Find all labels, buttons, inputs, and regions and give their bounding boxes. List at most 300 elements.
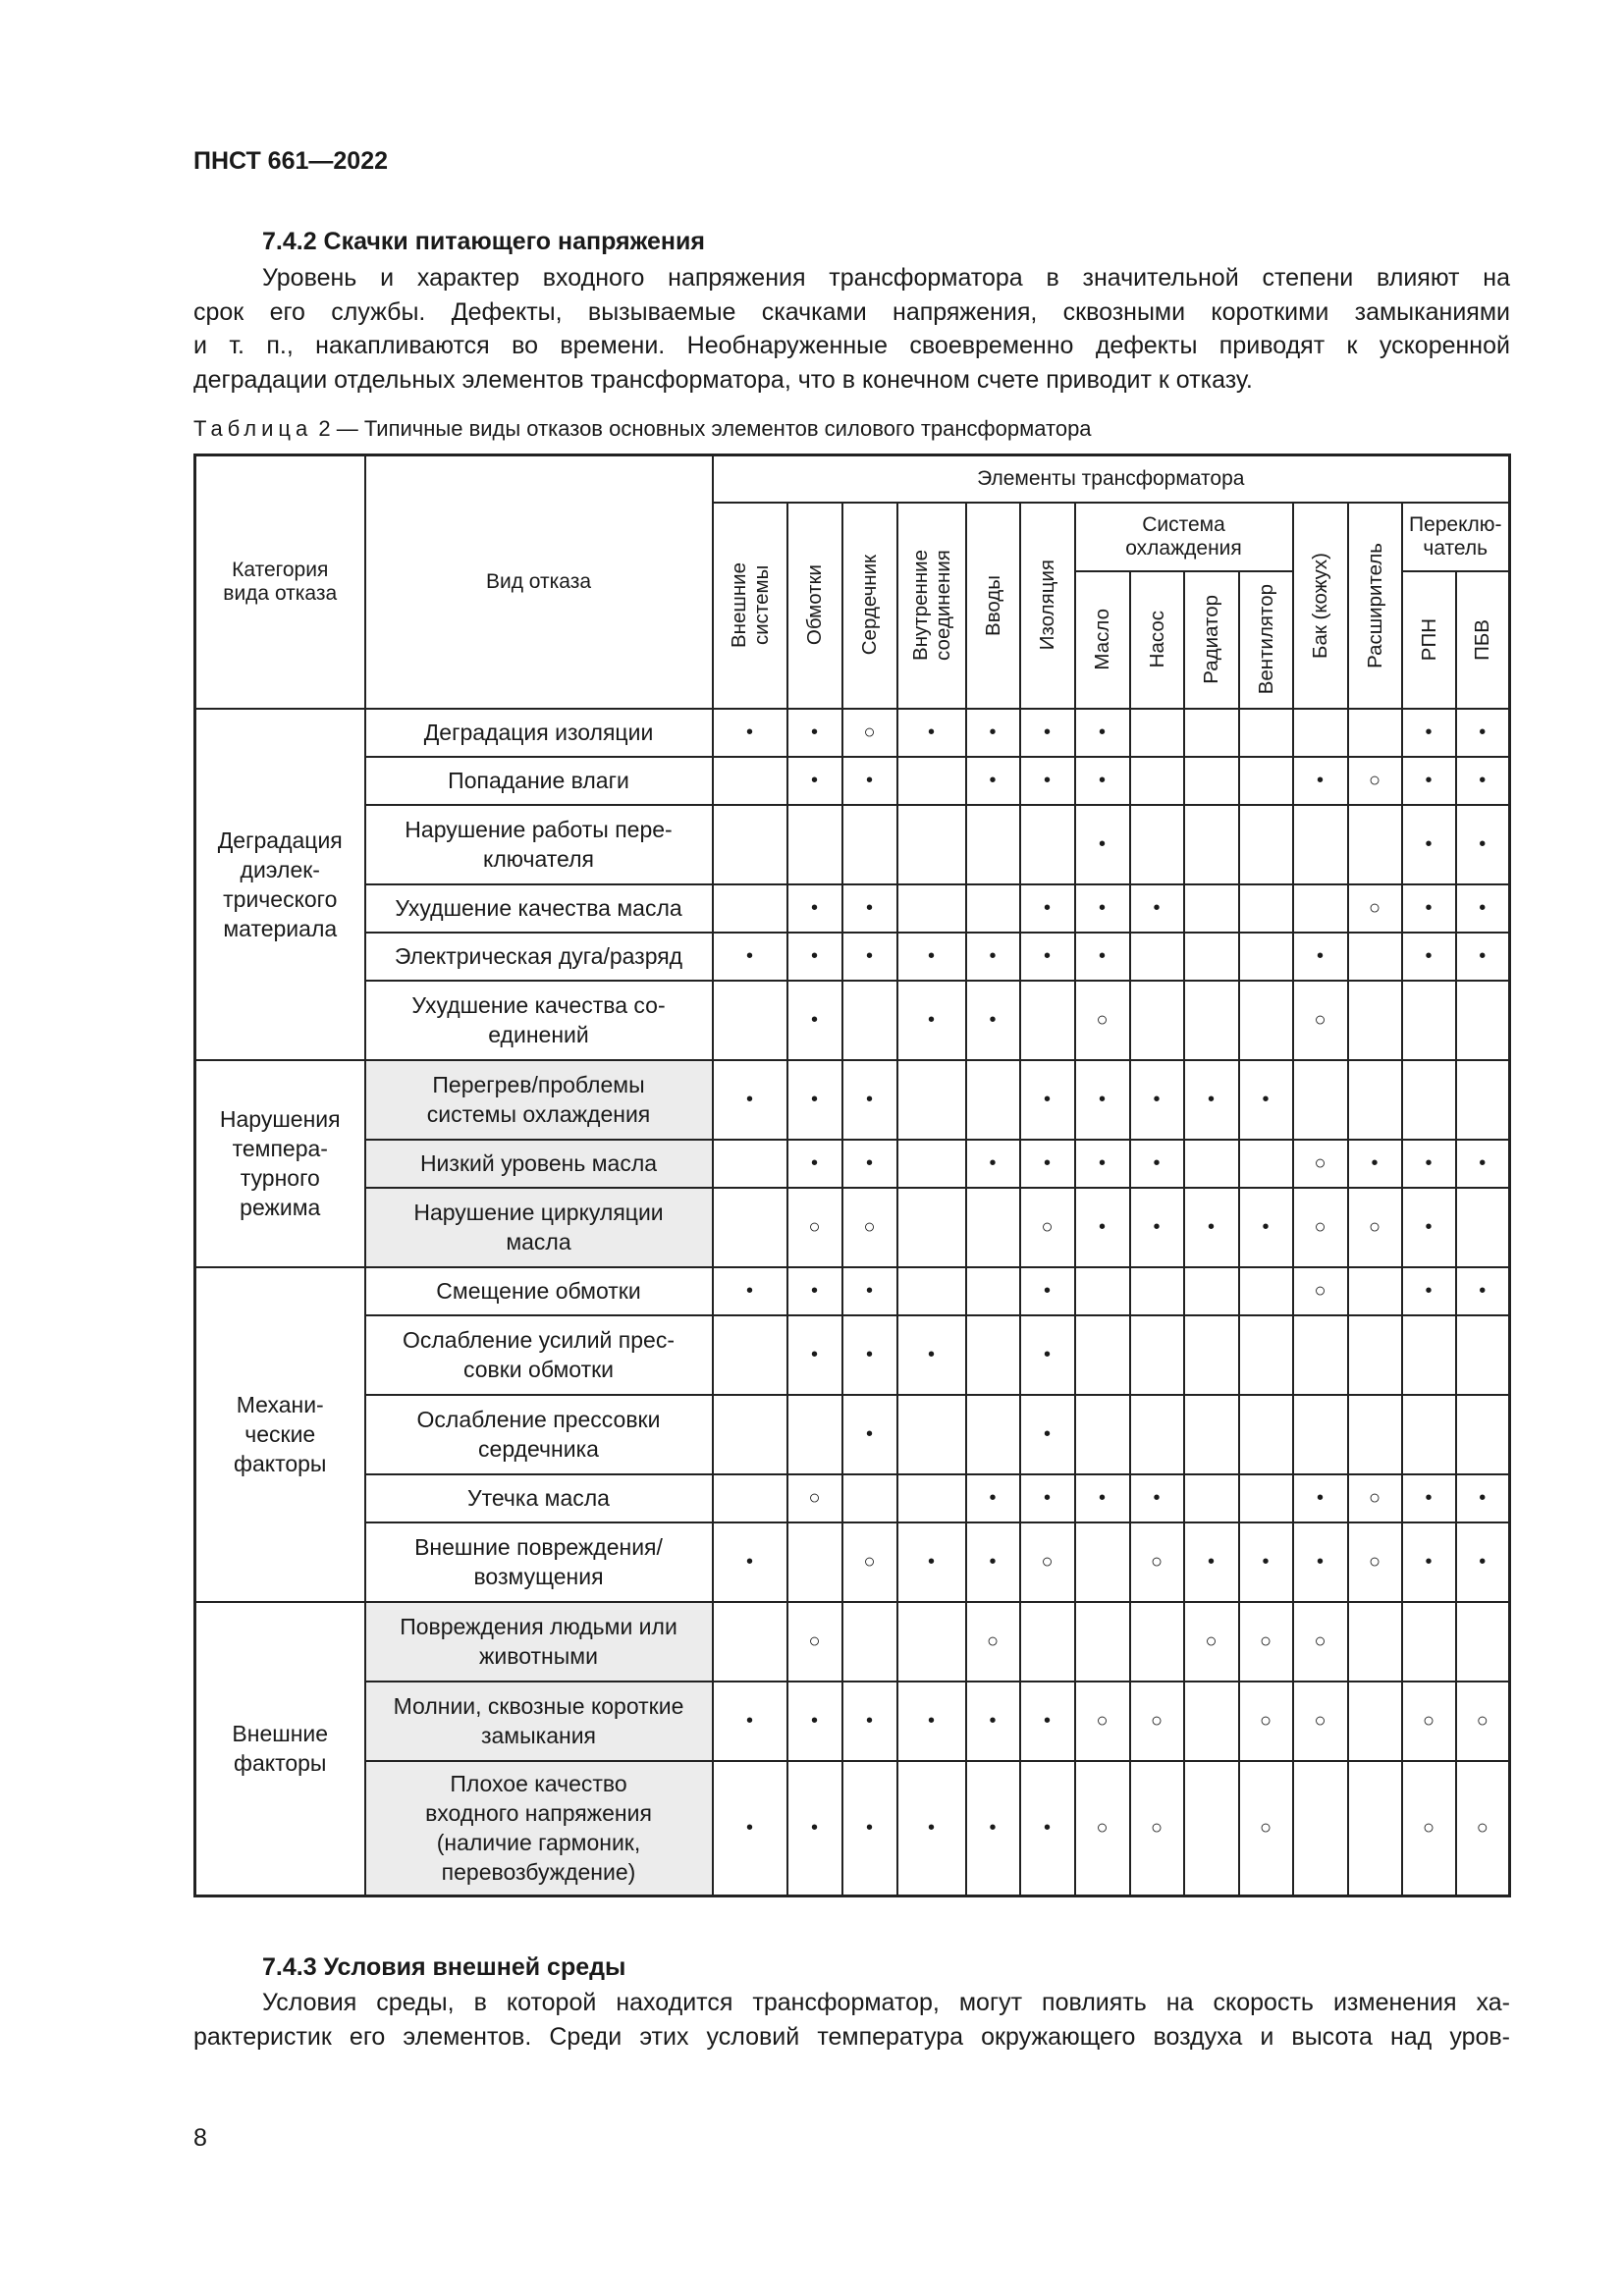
mark-cell: • <box>1402 1267 1456 1315</box>
mark-cell <box>1348 981 1402 1060</box>
mark-cell <box>1130 805 1184 884</box>
table-row <box>195 1395 1510 1474</box>
mark-cell: ○ <box>1020 1188 1075 1267</box>
paragraph-line: и т. п., накапливаются во времени. Необнаруженные своевременно дефекты приводят к ускоренной <box>193 332 1510 359</box>
mark-cell: • <box>1402 1188 1456 1267</box>
mark-cell: • <box>1293 757 1348 805</box>
mark-cell: • <box>787 1761 842 1896</box>
table-row <box>195 1761 1510 1896</box>
mark-cell: • <box>966 981 1020 1060</box>
mark-cell <box>1348 1267 1402 1315</box>
mark-cell <box>966 884 1020 933</box>
mark-cell <box>1020 805 1075 884</box>
mark-cell <box>897 805 966 884</box>
mark-cell <box>1239 933 1293 981</box>
mark-cell: • <box>966 1761 1020 1896</box>
mark-cell <box>1348 805 1402 884</box>
category-cell: Деградация диэлек- трического материала <box>195 709 365 1060</box>
mark-cell <box>713 1474 787 1522</box>
mark-cell: ○ <box>1348 884 1402 933</box>
header-col: РПН <box>1402 571 1456 709</box>
mark-cell: • <box>1075 1060 1130 1140</box>
header-col: Масло <box>1075 571 1130 709</box>
mark-cell: ○ <box>1130 1761 1184 1896</box>
mark-cell: • <box>787 981 842 1060</box>
mark-cell: • <box>966 933 1020 981</box>
mark-cell <box>1239 1140 1293 1188</box>
header-cooling-system: Система охлаждения <box>1075 503 1293 571</box>
mark-cell: • <box>787 1060 842 1140</box>
mark-cell <box>1402 1315 1456 1395</box>
table-row <box>195 1188 1510 1267</box>
mark-cell <box>1184 1682 1239 1761</box>
mark-cell: • <box>787 1267 842 1315</box>
mark-cell: • <box>713 1682 787 1761</box>
mark-cell <box>897 1602 966 1682</box>
mark-cell <box>787 1395 842 1474</box>
mark-cell: • <box>842 1315 897 1395</box>
mark-cell <box>1130 1315 1184 1395</box>
mark-cell: • <box>787 1140 842 1188</box>
mark-cell <box>1456 981 1510 1060</box>
mark-cell: ○ <box>1239 1761 1293 1896</box>
header-elements: Элементы трансформатора <box>713 455 1510 503</box>
mark-cell <box>1348 933 1402 981</box>
mark-cell: • <box>1402 757 1456 805</box>
mark-cell <box>1456 1602 1510 1682</box>
mark-cell: ○ <box>1456 1682 1510 1761</box>
mark-cell: ○ <box>966 1602 1020 1682</box>
mark-cell <box>1456 1188 1510 1267</box>
mark-cell <box>1184 709 1239 757</box>
mark-cell: • <box>1075 884 1130 933</box>
mark-cell: • <box>897 1682 966 1761</box>
mark-cell <box>1348 1602 1402 1682</box>
mark-cell <box>1184 884 1239 933</box>
mark-cell: • <box>842 1060 897 1140</box>
failure-type-cell: Смещение обмотки <box>365 1267 713 1315</box>
mark-cell: • <box>1456 1522 1510 1602</box>
mark-cell: • <box>1075 757 1130 805</box>
mark-cell: ○ <box>1075 1682 1130 1761</box>
mark-cell: • <box>842 933 897 981</box>
mark-cell <box>1130 1602 1184 1682</box>
mark-cell: • <box>897 709 966 757</box>
mark-cell <box>787 1522 842 1602</box>
mark-cell: • <box>1184 1522 1239 1602</box>
mark-cell: ○ <box>787 1188 842 1267</box>
mark-cell: ○ <box>787 1474 842 1522</box>
header-col: Насос <box>1130 571 1184 709</box>
category-cell: Механи- ческие факторы <box>195 1267 365 1602</box>
mark-cell <box>1184 805 1239 884</box>
table-row <box>195 1267 1510 1315</box>
mark-cell: • <box>897 933 966 981</box>
paragraph-line: рактеристик его элементов. Среди этих условий температура окружающего воздуха и высота над уров- <box>193 2022 1510 2051</box>
mark-cell: • <box>842 1761 897 1896</box>
mark-cell: • <box>1293 1522 1348 1602</box>
mark-cell <box>1184 757 1239 805</box>
mark-cell: • <box>1402 805 1456 884</box>
mark-cell: • <box>1456 884 1510 933</box>
mark-cell: ○ <box>1348 757 1402 805</box>
mark-cell: • <box>787 884 842 933</box>
mark-cell: • <box>966 709 1020 757</box>
mark-cell: • <box>966 1140 1020 1188</box>
header-col: Бак (кожух) <box>1293 503 1348 709</box>
mark-cell <box>1293 1761 1348 1896</box>
header-category: Категория вида отказа <box>195 455 365 709</box>
mark-cell: • <box>1402 1474 1456 1522</box>
mark-cell <box>713 1188 787 1267</box>
mark-cell: ○ <box>1130 1682 1184 1761</box>
mark-cell <box>713 1395 787 1474</box>
mark-cell <box>897 1267 966 1315</box>
document-code: ПНСТ 661—2022 <box>193 147 388 175</box>
mark-cell <box>966 1188 1020 1267</box>
mark-cell <box>1184 1140 1239 1188</box>
mark-cell: • <box>1456 1267 1510 1315</box>
mark-cell: • <box>1075 1140 1130 1188</box>
section-7-4-2-paragraph <box>193 261 1510 397</box>
table-row <box>195 1060 1510 1140</box>
mark-cell: • <box>1456 1474 1510 1522</box>
mark-cell: • <box>842 1682 897 1761</box>
category-cell: Внешние факторы <box>195 1602 365 1896</box>
mark-cell <box>1239 1395 1293 1474</box>
mark-cell: • <box>1456 933 1510 981</box>
section-7-4-3-paragraph <box>193 1986 1510 2054</box>
mark-cell <box>1184 933 1239 981</box>
mark-cell: • <box>787 1682 842 1761</box>
table-row <box>195 1474 1510 1522</box>
table-row <box>195 757 1510 805</box>
mark-cell <box>897 884 966 933</box>
mark-cell: • <box>787 933 842 981</box>
mark-cell: ○ <box>1293 1188 1348 1267</box>
mark-cell: ○ <box>842 709 897 757</box>
mark-cell <box>1184 1395 1239 1474</box>
mark-cell <box>713 884 787 933</box>
failure-type-cell: Молнии, сквозные короткие замыкания <box>365 1682 713 1761</box>
mark-cell <box>1184 1474 1239 1522</box>
mark-cell <box>1456 1395 1510 1474</box>
table-caption-text: 2 — Типичные виды отказов основных элементов силового трансформатора <box>312 416 1092 441</box>
mark-cell: ○ <box>1402 1682 1456 1761</box>
mark-cell <box>1130 1267 1184 1315</box>
mark-cell: ○ <box>1348 1522 1402 1602</box>
mark-cell: • <box>1020 1267 1075 1315</box>
mark-cell: • <box>1020 1761 1075 1896</box>
mark-cell: • <box>897 1315 966 1395</box>
mark-cell: • <box>1456 1140 1510 1188</box>
mark-cell: ○ <box>842 1188 897 1267</box>
table-row <box>195 981 1510 1060</box>
mark-cell: ○ <box>1293 981 1348 1060</box>
failure-type-cell: Деградация изоляции <box>365 709 713 757</box>
mark-cell <box>842 981 897 1060</box>
mark-cell <box>842 805 897 884</box>
header-col: Расширитель <box>1348 503 1402 709</box>
mark-cell <box>1456 1315 1510 1395</box>
mark-cell: ○ <box>1402 1761 1456 1896</box>
mark-cell <box>1402 1602 1456 1682</box>
mark-cell <box>1239 1267 1293 1315</box>
mark-cell: • <box>842 884 897 933</box>
mark-cell <box>787 805 842 884</box>
mark-cell: • <box>787 709 842 757</box>
mark-cell <box>897 1140 966 1188</box>
mark-cell <box>1348 1060 1402 1140</box>
mark-cell: • <box>713 1060 787 1140</box>
mark-cell: • <box>1020 1682 1075 1761</box>
mark-cell <box>713 805 787 884</box>
mark-cell: • <box>1075 709 1130 757</box>
mark-cell: • <box>1020 1474 1075 1522</box>
failure-type-cell: Ухудшение качества со- единений <box>365 981 713 1060</box>
mark-cell: • <box>966 1522 1020 1602</box>
mark-cell <box>1293 1395 1348 1474</box>
mark-cell <box>713 1140 787 1188</box>
mark-cell: ○ <box>1348 1474 1402 1522</box>
failure-type-cell: Электрическая дуга/разряд <box>365 933 713 981</box>
mark-cell: • <box>1130 1474 1184 1522</box>
mark-cell: • <box>713 1267 787 1315</box>
failure-type-cell: Перегрев/проблемы системы охлаждения <box>365 1060 713 1140</box>
mark-cell <box>897 1474 966 1522</box>
mark-cell <box>897 1060 966 1140</box>
mark-cell: ○ <box>1020 1522 1075 1602</box>
failure-type-cell: Нарушение циркуляции масла <box>365 1188 713 1267</box>
mark-cell: • <box>1075 1474 1130 1522</box>
mark-cell: ○ <box>787 1602 842 1682</box>
mark-cell: • <box>1130 1188 1184 1267</box>
mark-cell <box>1456 1060 1510 1140</box>
header-failure-type: Вид отказа <box>365 455 713 709</box>
mark-cell <box>1293 805 1348 884</box>
mark-cell <box>1020 981 1075 1060</box>
mark-cell <box>1075 1602 1130 1682</box>
failure-types-table <box>193 454 1511 1897</box>
mark-cell <box>1130 1395 1184 1474</box>
mark-cell <box>1239 1315 1293 1395</box>
header-col: Обмотки <box>787 503 842 709</box>
mark-cell: • <box>1020 1060 1075 1140</box>
mark-cell: • <box>842 1267 897 1315</box>
section-heading-7-4-3: 7.4.3 Условия внешней среды <box>262 1953 626 1981</box>
mark-cell <box>842 1602 897 1682</box>
mark-cell: ○ <box>1075 981 1130 1060</box>
mark-cell <box>966 1060 1020 1140</box>
mark-cell <box>1020 1602 1075 1682</box>
mark-cell <box>1184 1315 1239 1395</box>
mark-cell <box>713 1315 787 1395</box>
header-col: Вентилятор <box>1239 571 1293 709</box>
mark-cell <box>1348 1315 1402 1395</box>
header-col: Внешние системы <box>713 503 787 709</box>
mark-cell: • <box>842 1395 897 1474</box>
mark-cell: • <box>713 1761 787 1896</box>
header-switch: Переклю- чатель <box>1402 503 1510 571</box>
mark-cell <box>966 805 1020 884</box>
mark-cell: • <box>1130 884 1184 933</box>
header-col: Радиатор <box>1184 571 1239 709</box>
mark-cell: ○ <box>1293 1140 1348 1188</box>
mark-cell: • <box>897 981 966 1060</box>
table-row <box>195 1315 1510 1395</box>
mark-cell: ○ <box>1239 1602 1293 1682</box>
mark-cell <box>1184 1761 1239 1896</box>
mark-cell <box>1239 709 1293 757</box>
mark-cell <box>966 1267 1020 1315</box>
mark-cell: ○ <box>1456 1761 1510 1896</box>
mark-cell: • <box>1239 1188 1293 1267</box>
mark-cell <box>1239 981 1293 1060</box>
mark-cell: • <box>787 757 842 805</box>
table-row <box>195 1602 1510 1682</box>
mark-cell: ○ <box>1130 1522 1184 1602</box>
mark-cell <box>897 757 966 805</box>
mark-cell: ○ <box>1293 1682 1348 1761</box>
mark-cell: • <box>1020 884 1075 933</box>
mark-cell: • <box>1293 933 1348 981</box>
mark-cell: • <box>897 1761 966 1896</box>
mark-cell <box>1402 1060 1456 1140</box>
page-number: 8 <box>193 2124 207 2152</box>
mark-cell <box>713 981 787 1060</box>
mark-cell <box>842 1474 897 1522</box>
mark-cell <box>1348 709 1402 757</box>
mark-cell <box>1239 1474 1293 1522</box>
mark-cell <box>1239 805 1293 884</box>
mark-cell: • <box>1239 1522 1293 1602</box>
mark-cell <box>1130 981 1184 1060</box>
mark-cell: • <box>842 757 897 805</box>
table-row <box>195 805 1510 884</box>
mark-cell: • <box>1456 709 1510 757</box>
failure-type-cell: Утечка масла <box>365 1474 713 1522</box>
mark-cell <box>1130 757 1184 805</box>
mark-cell: • <box>1130 1060 1184 1140</box>
mark-cell <box>1130 709 1184 757</box>
mark-cell: • <box>1402 933 1456 981</box>
mark-cell <box>1075 1522 1130 1602</box>
mark-cell <box>1348 1761 1402 1896</box>
mark-cell: • <box>1020 1395 1075 1474</box>
section-heading-7-4-2: 7.4.2 Скачки питающего напряжения <box>262 228 705 255</box>
mark-cell: • <box>1020 1315 1075 1395</box>
mark-cell: ○ <box>1075 1761 1130 1896</box>
mark-cell <box>1348 1682 1402 1761</box>
failure-type-cell: Повреждения людьми или животными <box>365 1602 713 1682</box>
failure-type-cell: Ухудшение качества масла <box>365 884 713 933</box>
mark-cell <box>1293 884 1348 933</box>
mark-cell <box>1402 981 1456 1060</box>
mark-cell: • <box>1075 805 1130 884</box>
failure-type-cell: Ослабление усилий прес- совки обмотки <box>365 1315 713 1395</box>
mark-cell: • <box>1020 1140 1075 1188</box>
mark-cell: • <box>1402 709 1456 757</box>
mark-cell <box>713 757 787 805</box>
mark-cell <box>1402 1395 1456 1474</box>
mark-cell: ○ <box>1184 1602 1239 1682</box>
table-caption <box>193 416 1092 442</box>
paragraph-line: срок его службы. Дефекты, вызываемые скачками напряжения, сквозными короткими замыканиями <box>193 297 1510 326</box>
mark-cell: • <box>1184 1188 1239 1267</box>
mark-cell: • <box>1293 1474 1348 1522</box>
table-row <box>195 884 1510 933</box>
mark-cell: • <box>787 1315 842 1395</box>
mark-cell: • <box>713 1522 787 1602</box>
mark-cell <box>1184 981 1239 1060</box>
mark-cell: • <box>713 933 787 981</box>
mark-cell <box>897 1188 966 1267</box>
mark-cell: • <box>1402 884 1456 933</box>
failure-type-cell: Плохое качество входного напряжения (наличие гармоник, перевозбуждение) <box>365 1761 713 1896</box>
header-col: ПБВ <box>1456 571 1510 709</box>
mark-cell: • <box>897 1522 966 1602</box>
header-col: Внутренние соединения <box>897 503 966 709</box>
table-row <box>195 1682 1510 1761</box>
mark-cell: • <box>1456 757 1510 805</box>
header-col: Сердечник <box>842 503 897 709</box>
mark-cell: • <box>1402 1522 1456 1602</box>
mark-cell <box>1075 1395 1130 1474</box>
mark-cell: • <box>842 1140 897 1188</box>
table-row <box>195 933 1510 981</box>
paragraph-line: Уровень и характер входного напряжения трансформатора в значительной степени влияют на <box>262 264 1510 292</box>
failure-type-cell: Попадание влаги <box>365 757 713 805</box>
mark-cell: • <box>1075 1188 1130 1267</box>
failure-type-cell: Нарушение работы пере- ключателя <box>365 805 713 884</box>
mark-cell: • <box>1020 757 1075 805</box>
mark-cell: ○ <box>1293 1267 1348 1315</box>
header-col: Вводы <box>966 503 1020 709</box>
mark-cell: • <box>1075 933 1130 981</box>
table-row <box>195 1522 1510 1602</box>
failure-type-cell: Внешние повреждения/ возмущения <box>365 1522 713 1602</box>
mark-cell <box>1184 1267 1239 1315</box>
mark-cell: • <box>966 757 1020 805</box>
header-col: Изоляция <box>1020 503 1075 709</box>
mark-cell: • <box>1456 805 1510 884</box>
mark-cell: • <box>1020 709 1075 757</box>
paragraph-line: деградации отдельных элементов трансформатора, что в конечном счете приводит к отказу. <box>193 365 1253 394</box>
mark-cell: • <box>713 709 787 757</box>
table-caption-label: Таблица <box>193 416 313 441</box>
mark-cell: • <box>1402 1140 1456 1188</box>
failure-type-cell: Ослабление прессовки сердечника <box>365 1395 713 1474</box>
mark-cell <box>966 1315 1020 1395</box>
mark-cell <box>897 1395 966 1474</box>
mark-cell <box>1239 884 1293 933</box>
mark-cell: • <box>966 1682 1020 1761</box>
mark-cell <box>1239 757 1293 805</box>
mark-cell: ○ <box>1293 1602 1348 1682</box>
mark-cell <box>1075 1315 1130 1395</box>
mark-cell: ○ <box>1348 1188 1402 1267</box>
mark-cell: • <box>1184 1060 1239 1140</box>
table-row <box>195 709 1510 757</box>
mark-cell <box>1293 1315 1348 1395</box>
failure-type-cell: Низкий уровень масла <box>365 1140 713 1188</box>
mark-cell: • <box>966 1474 1020 1522</box>
mark-cell: • <box>1130 1140 1184 1188</box>
mark-cell: • <box>1020 933 1075 981</box>
table-row <box>195 1140 1510 1188</box>
mark-cell: • <box>1348 1140 1402 1188</box>
mark-cell: ○ <box>1239 1682 1293 1761</box>
